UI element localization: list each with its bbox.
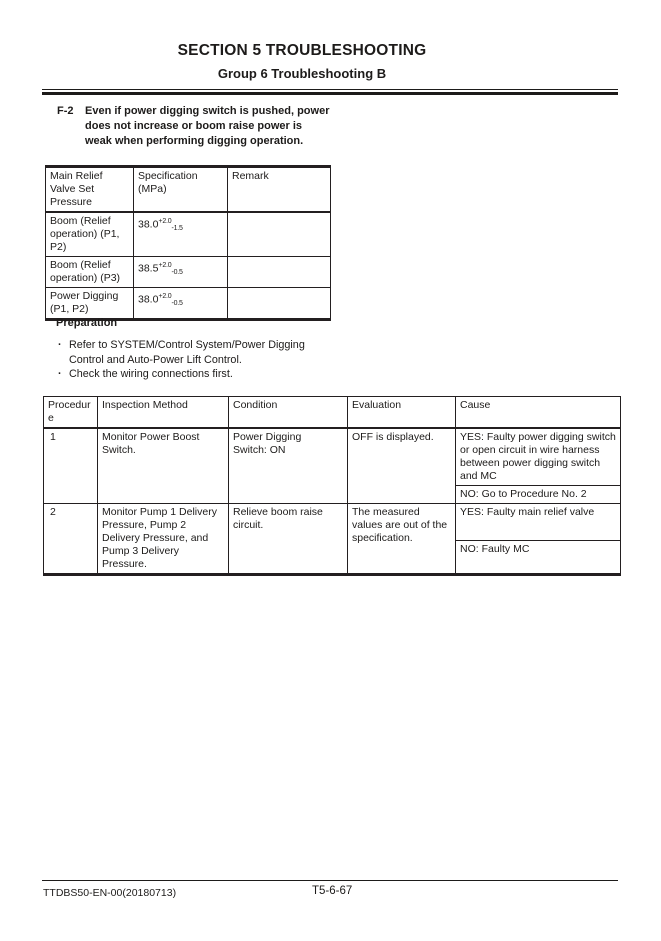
- spec-tolerance-plus: +2.0: [158, 218, 172, 225]
- evaluation-cell: The measured values are out of the specification.: [348, 504, 456, 575]
- cause-no-cell: NO: Go to Procedure No. 2: [456, 486, 621, 504]
- troubleshooting-procedure-table: [43, 396, 621, 576]
- spec-tolerance-minus: -0.5: [171, 300, 183, 307]
- table-header-row: [44, 397, 621, 429]
- spec-tolerance-plus: +2.0: [158, 293, 172, 300]
- list-item: [56, 338, 313, 367]
- column-header-evaluation: Evaluation: [348, 397, 456, 429]
- remark-cell: [228, 288, 331, 320]
- condition-cell: Power Digging Switch: ON: [229, 428, 348, 504]
- section-title: SECTION 5 TROUBLESHOOTING: [177, 42, 427, 59]
- preparation-title: Preparation: [56, 317, 118, 329]
- remark-cell: [228, 257, 331, 288]
- group-title: Group 6 Troubleshooting B: [217, 66, 387, 81]
- problem-text: [85, 104, 345, 149]
- page-number: T5-6-67: [312, 885, 353, 897]
- procedure-number-cell: 2: [44, 504, 98, 575]
- spec-cell: [134, 257, 228, 288]
- column-header-procedure: Procedure: [44, 397, 98, 429]
- item-cell: Boom (Relief operation) (P1, P2): [46, 212, 134, 257]
- header-divider-thin-line: [42, 89, 618, 90]
- evaluation-cell: OFF is displayed.: [348, 428, 456, 504]
- item-cell: Power Digging (P1, P2): [46, 288, 134, 320]
- cause-no-cell: NO: Faulty MC: [456, 541, 621, 575]
- footer-divider: [42, 880, 618, 881]
- column-header-cause: Cause: [456, 397, 621, 429]
- spec-tolerance-minus: -0.5: [171, 269, 183, 276]
- inspection-method-cell: Monitor Pump 1 Delivery Pressure, Pump 2 Delivery Pressure, and Pump 3 Delivery Pressure.: [98, 504, 229, 575]
- problem-text-line: weak when performing digging operation.: [85, 135, 304, 147]
- pressure-spec-table: [45, 165, 331, 321]
- problem-statement: [57, 104, 345, 149]
- spec-cell: [134, 288, 228, 320]
- item-cell: Boom (Relief operation) (P3): [46, 257, 134, 288]
- cause-yes-cell: YES: Faulty power digging switch or open circuit in wire harness between power digging switch and MC: [456, 428, 621, 486]
- preparation-item-text: Refer to SYSTEM/Control System/Power Digging Control and Auto-Power Lift Control.: [69, 339, 305, 366]
- spec-value: 38.0: [138, 293, 159, 306]
- spec-tolerance-minus: -1.5: [171, 225, 183, 232]
- problem-text-line: does not increase or boom raise power is: [85, 120, 303, 132]
- column-header-inspection-method: Inspection Method: [98, 397, 229, 429]
- preparation-section: [56, 317, 313, 382]
- column-header-remark: Remark: [228, 167, 331, 213]
- table-row: [44, 428, 621, 486]
- table-row: [46, 257, 331, 288]
- bullet-icon: [56, 367, 69, 382]
- cause-yes-cell: YES: Faulty main relief valve: [456, 504, 621, 541]
- list-item: [56, 367, 313, 382]
- problem-text-line: Even if power digging switch is pushed, power: [85, 105, 330, 117]
- spec-cell: [134, 212, 228, 257]
- header-divider-thick-line: [42, 92, 618, 95]
- table-row: [46, 212, 331, 257]
- table-header-row: [46, 167, 331, 213]
- spec-value: 38.0: [138, 218, 159, 231]
- preparation-item-text: Check the wiring connections first.: [69, 368, 233, 380]
- header-divider: [42, 89, 618, 95]
- column-header-specification: Specification (MPa): [134, 167, 228, 213]
- procedure-number-cell: 1: [44, 428, 98, 504]
- document-code: TTDBS50-EN-00(20180713): [43, 887, 177, 899]
- spec-tolerance-plus: +2.0: [158, 262, 172, 269]
- inspection-method-cell: Monitor Power Boost Switch.: [98, 428, 229, 504]
- bullet-icon: [56, 338, 69, 367]
- table-row: [44, 504, 621, 541]
- page-header: [0, 42, 604, 81]
- problem-code: F-2: [57, 105, 74, 117]
- column-header-condition: Condition: [229, 397, 348, 429]
- remark-cell: [228, 212, 331, 257]
- table-row: [46, 288, 331, 320]
- column-header-item: Main Relief Valve Set Pressure: [46, 167, 134, 213]
- spec-value: 38.5: [138, 262, 159, 275]
- condition-cell: Relieve boom raise circuit.: [229, 504, 348, 575]
